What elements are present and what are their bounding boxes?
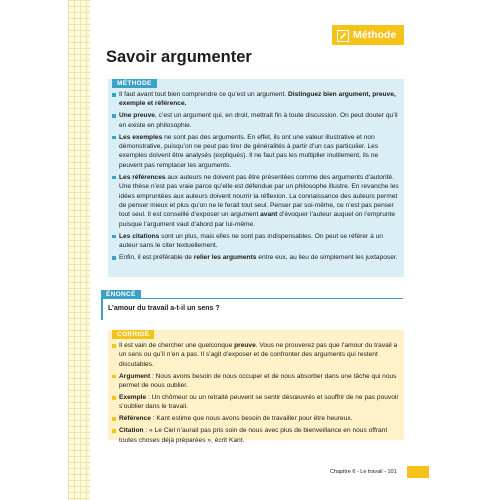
corrige-list-item: Référence : Kant estime que nous avons besoin de travailler pour être heureux. <box>111 414 401 423</box>
corrige-list-keyword: Argument <box>119 372 151 380</box>
corrige-list-keyword: Exemple <box>119 394 147 402</box>
enonce-bar <box>101 298 103 320</box>
enonce-question: L’amour du travail a-t-il un sens ? <box>108 305 220 312</box>
methode-tag: MÉTHODE <box>112 79 157 88</box>
methode-list-item: Les exemples ne sont pas des arguments. En effet, ils ont une valeur illustrative et non démonstrative, puisqu’on ne peut pas tirer de généralités à partir d’un cas particulier. Les exemples doivent être analysés (expliqués). Il ne faut pas les multiplier inutilement, ils ne peuvent pas remplacer les arguments. <box>111 133 401 171</box>
methode-list-item: Les citations sont un plus, mais elles ne sont pas indispensables. On peut se référer à un auteur sans le citer textuellement. <box>111 232 401 251</box>
methode-list-keyword: avant <box>260 211 278 219</box>
page-title: Savoir argumenter <box>106 48 252 66</box>
corrige-list-item: Argument : Nous avons besoin de nous occuper et de nous absorber dans une tâche qui nous permet de nous oublier. <box>111 372 401 391</box>
methode-list-item: Les références aux auteurs ne doivent pas être présentées comme des arguments d’autorité. Une thèse n’est pas vraie parce qu’elle est défendue par un philosophe illustre. En revanche les idées empruntées aux auteurs doivent nourrir la réflexion. La connaissance des auteurs permet de penser mieux et plus qu’on ne le ferait tout seul. Penser par soi-même, ce n’est pas penser tout seul. Il est conseillé d’exposer un argument avant d’évoquer l’auteur auquel on l’emprunte puisque l’argument vaut d’abord par lui-même. <box>111 173 401 229</box>
corrige-list-keyword: Référence <box>119 415 151 423</box>
methode-list-item: Enfin, il est préférable de relier les arguments entre eux, au lieu de simplement les juxtaposer. <box>111 253 401 262</box>
methode-list-keyword: Les références <box>119 173 166 181</box>
enonce-rule <box>101 298 403 299</box>
page-footer: Chapitre 6 - Le travail - 101 <box>330 469 397 475</box>
corrige-list-keyword: preuve <box>234 342 256 349</box>
methode-list-keyword: Les exemples <box>119 133 163 141</box>
enonce-tag: ÉNONCÉ <box>101 290 141 299</box>
corrige-list <box>111 341 401 448</box>
corrige-list-keyword: Citation <box>119 427 144 435</box>
corrige-list-item: Citation : « Le Ciel n’aurait pas pris soin de nous avec plus de bienveillance en nous offrant toutes choses déjà préparées », écrit Kant. <box>111 426 401 445</box>
methode-tab-label: Méthode <box>353 29 397 41</box>
methode-list-keyword: Une preuve <box>119 112 155 120</box>
corrige-list-item: Il est vain de chercher une quelconque preuve. Vous ne prouverez pas que l’amour du travail a un sens ou qu’il n’en a pas. Il s’agit d’exposer et de confronter des arguments qui restent discutables. <box>111 341 401 369</box>
methode-list-item: Il faut avant tout bien comprendre ce qu’est un argument. Distinguez bien argument, preuve, exemple et référence. <box>111 90 401 109</box>
methode-list <box>111 90 401 265</box>
methode-tab <box>332 25 404 45</box>
methode-list-keyword: Distinguez bien argument, preuve, exemple et référence. <box>119 91 396 108</box>
corrige-list-item: Exemple : Un chômeur ou un retraité peuvent se sentir désœuvrés et souffrir de ne pas pouvoir s’oublier dans le travail. <box>111 393 401 412</box>
footer-color-mark <box>407 466 429 478</box>
grid-margin-strip <box>68 0 90 500</box>
methode-list-keyword: Les citations <box>119 232 160 240</box>
pencil-icon <box>337 29 349 41</box>
methode-list-keyword: relier les arguments <box>193 254 257 261</box>
corrige-tag: CORRIGÉ <box>112 330 154 339</box>
methode-list-item: Une preuve, c’est un argument qui, en droit, mettrait fin à toute discussion. On peut douter qu’il en existe en philosophie. <box>111 111 401 130</box>
